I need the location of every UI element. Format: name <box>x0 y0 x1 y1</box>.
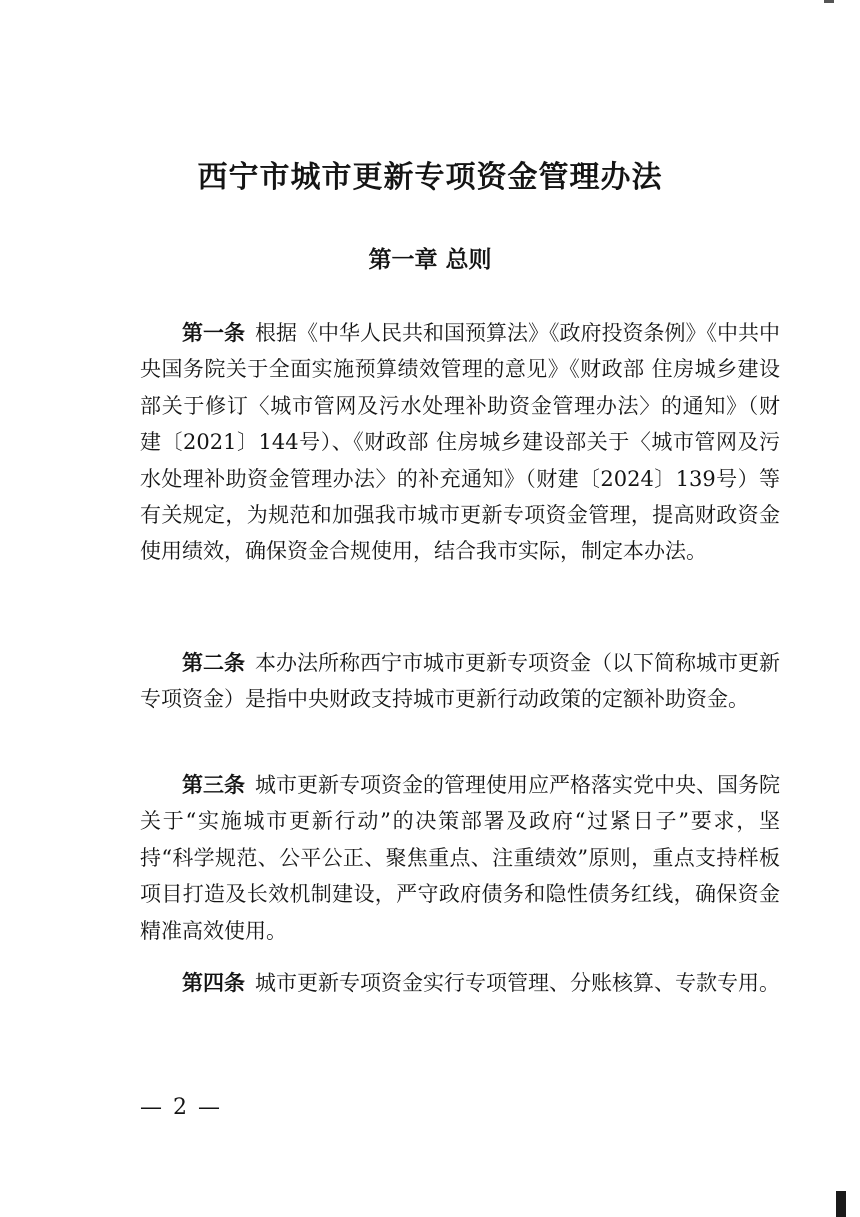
page-number: — 2 — <box>140 1095 222 1120</box>
article-4-number: 第四条 <box>182 970 245 995</box>
article-1 <box>140 315 780 570</box>
article-3-number: 第三条 <box>182 772 245 797</box>
article-2-number: 第二条 <box>182 650 245 675</box>
scan-edge-mark <box>836 1191 846 1217</box>
article-3 <box>140 767 780 949</box>
article-4 <box>140 965 780 1001</box>
article-2-text: 本办法所称西宁市城市更新专项资金（以下简称城市更新专项资金）是指中央财政支持城市更新行动政策的定额补助资金。 <box>140 651 780 712</box>
scan-corner-mark <box>824 0 834 3</box>
article-2 <box>140 645 780 718</box>
chapter-heading: 第一章 总则 <box>368 246 492 273</box>
document-title: 西宁市城市更新专项资金管理办法 <box>197 160 663 195</box>
article-1-number: 第一条 <box>182 320 245 345</box>
article-3-text: 城市更新专项资金的管理使用应严格落实党中央、国务院关于“实施城市更新行动”的决策部署及政府“过紧日子”要求，坚持“科学规范、公平公正、聚焦重点、注重绩效”原则，重点支持样板项目打造及长效机制建设，严守政府债务和隐性债务红线，确保资金精准高效使用。 <box>140 773 780 943</box>
article-1-text: 根据《中华人民共和国预算法》《政府投资条例》《中共中央国务院关于全面实施预算绩效管理的意见》《财政部 住房城乡建设部关于修订〈城市管网及污水处理补助资金管理办法〉的通知》（财建〔2021〕144号）、《财政部 住房城乡建设部关于〈城市管网及污水处理补助资金管理办法〉的补充通知》（财建〔2024〕139号）等有关规定，为规范和加强我市城市更新专项资金管理，提高财政资金使用绩效，确保资金合规使用，结合我市实际，制定本办法。 <box>140 321 780 564</box>
article-4-text: 城市更新专项资金实行专项管理、分账核算、专款专用。 <box>255 971 780 995</box>
